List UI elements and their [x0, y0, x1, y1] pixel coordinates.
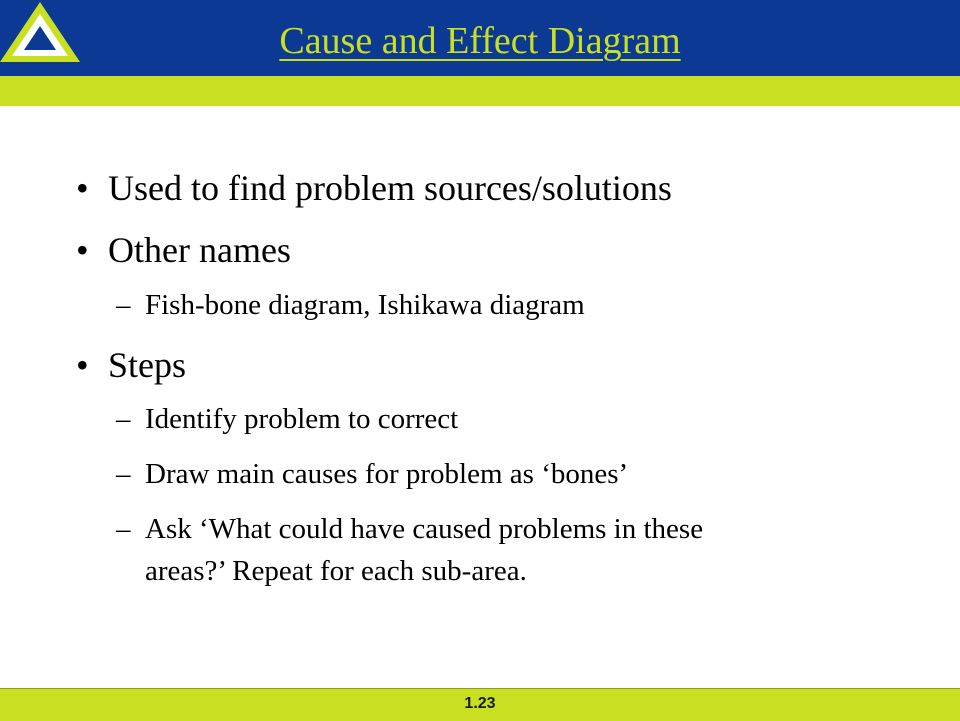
bullet-text: Other names [108, 230, 291, 270]
bullet-marker: • [76, 230, 89, 270]
sub-bullet-marker: – [116, 289, 131, 321]
bullet-text: Used to find problem sources/solutions [108, 168, 672, 208]
sub-bullet-text: Identify problem to correct [145, 403, 459, 435]
sub-bullet-text: areas?’ Repeat for each sub-area. [145, 555, 527, 587]
bullet-text: Steps [108, 345, 187, 385]
footer-bar [0, 688, 960, 721]
sub-bullet-text: Ask ‘What could have caused problems in these [145, 513, 704, 545]
bullet-marker: • [76, 168, 89, 208]
bullet-marker: • [76, 345, 89, 385]
sub-bullet-marker: – [116, 403, 131, 435]
page-number: 1.23 [464, 695, 496, 712]
sub-bullet-marker: – [116, 458, 131, 490]
sub-bullet-marker: – [116, 513, 131, 545]
sub-bullet-text: Draw main causes for problem as ‘bones’ [145, 458, 629, 490]
slide-title: Cause and Effect Diagram [279, 20, 681, 62]
sub-bullet-text: Fish-bone diagram, Ishikawa diagram [145, 289, 585, 321]
